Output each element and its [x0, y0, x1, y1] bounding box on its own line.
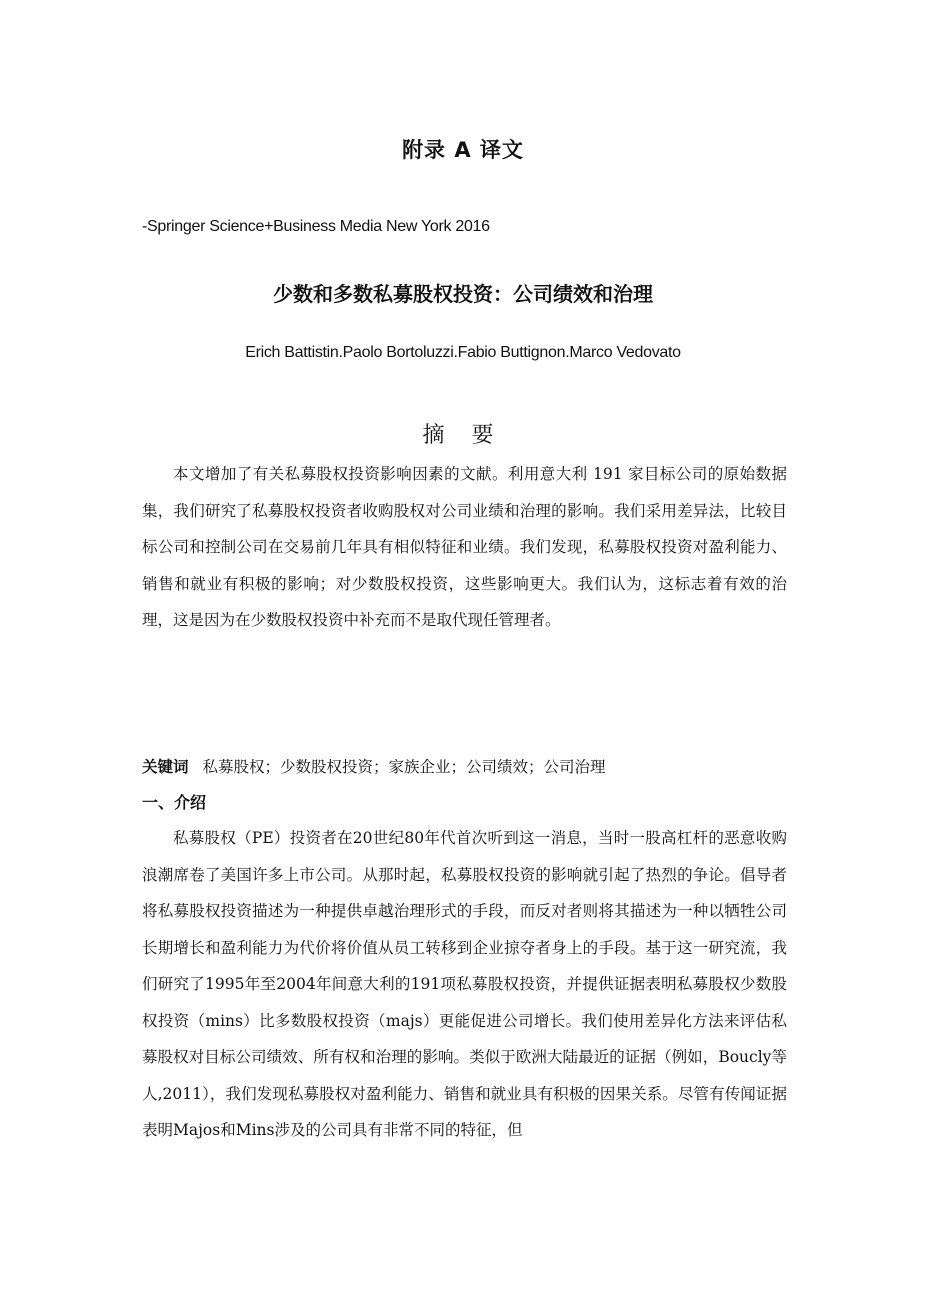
keywords-label: 关键词	[142, 758, 189, 776]
paper-title: 少数和多数私募股权投资：公司绩效和治理	[273, 282, 653, 306]
keywords-line	[142, 752, 787, 782]
abstract-heading: 摘 要	[422, 423, 504, 448]
introduction-body: 私募股权（PE）投资者在20世纪80年代首次听到这一消息，当时一股高杠杆的恶意收购浪潮席卷了美国许多上市公司。从那时起，私募股权投资的影响就引起了热烈的争论。倡导者将私募股权投资描述为一种提供卓越治理形式的手段，而反对者则将其描述为一种以牺牲公司长期增长和盈利能力为代价将价值从员工转移到企业掠夺者身上的手段。基于这一研究流，我们研究了1995年至2004年间意大利的191项私募股权投资，并提供证据表明私募股权少数股权投资（mins）比多数股权投资（majs）更能促进公司增长。我们使用差异化方法来评估私募股权对目标公司绩效、所有权和治理的影响。类似于欧洲大陆最近的证据（例如，Boucly等人,2011），我们发现私募股权对盈利能力、销售和就业具有积极的因果关系。尽管有传闻证据表明Majos和Mins涉及的公司具有非常不同的特征，但	[142, 829, 787, 1139]
source-line: -Springer Science+Business Media New York 2016	[142, 218, 490, 235]
appendix-title: 附录 A 译文	[402, 138, 524, 162]
keywords-text: 私募股权；少数股权投资；家族企业；公司绩效；公司治理	[202, 758, 606, 776]
authors-line: Erich Battistin.Paolo Bortoluzzi.Fabio Buttignon.Marco Vedovato	[245, 344, 681, 361]
abstract-body: 本文增加了有关私募股权投资影响因素的文献。利用意大利 191 家目标公司的原始数据集，我们研究了私募股权投资者收购股权对公司业绩和治理的影响。我们采用差异法，比较目标公司和控制公司在交易前几年具有相似特征和业绩。我们发现，私募股权投资对盈利能力、销售和就业有积极的影响；对少数股权投资，这些影响更大。我们认为，这标志着有效的治理，这是因为在少数股权投资中补充而不是取代现任管理者。	[142, 465, 787, 629]
section-heading-introduction: 一、介绍	[142, 793, 207, 812]
